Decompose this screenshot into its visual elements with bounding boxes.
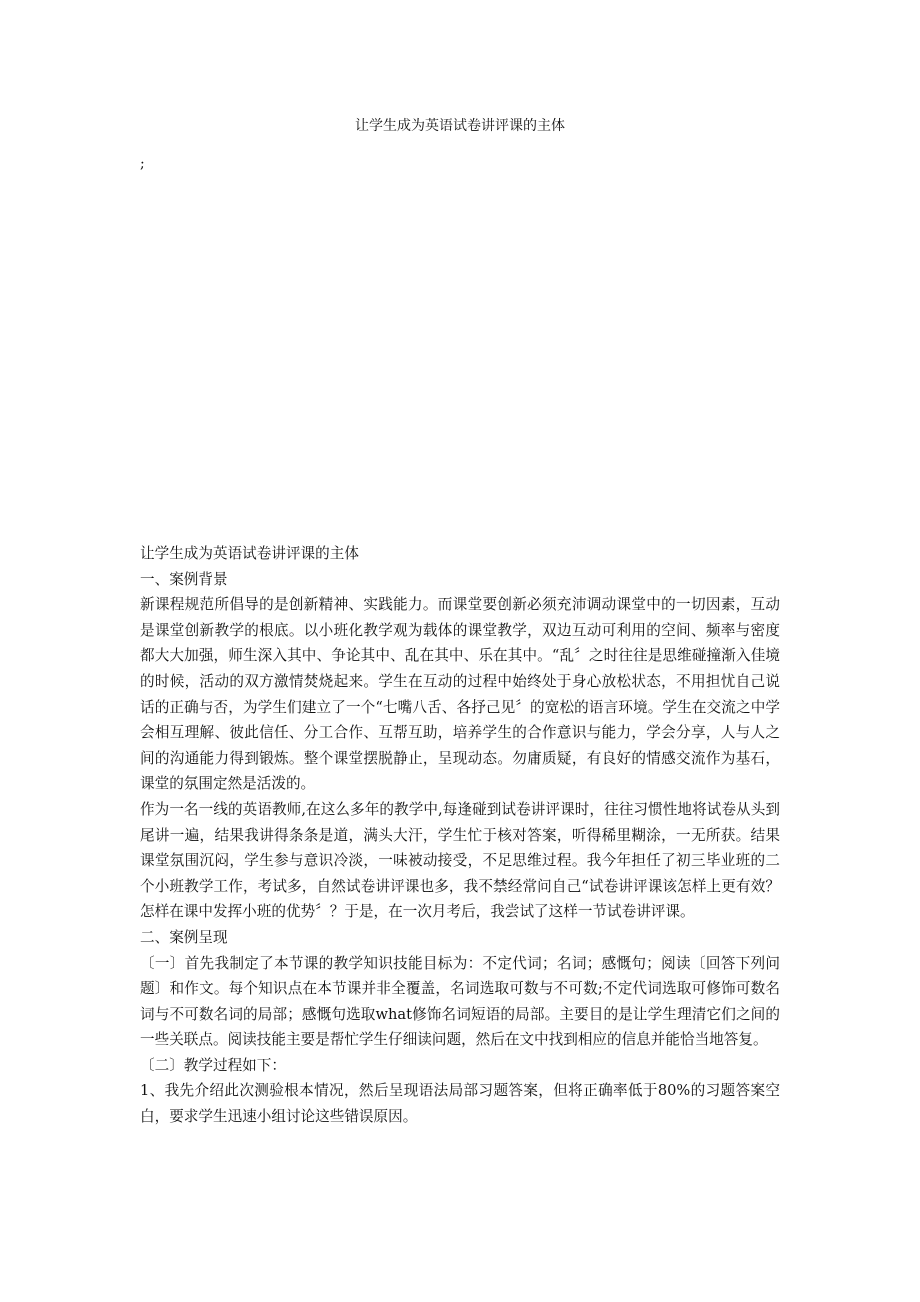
paragraph-objectives: 〔一〕首先我制定了本节课的教学知识技能目标为：不定代词；名词；感慨句；阅读〔回答下列问题〕和作文。每个知识点在本节课并非全覆盖，名词选取可数与不可数;不定代词选取可修饰可数名词与不可数名词的局部；感慨句选取what修饰名词短语的局部。主要目的是让学生理清它们之间的一些关联点。阅读技能主要是帮忙学生仔细读问题，然后在文中找到相应的信息并能恰当地答复。 xyxy=(140,954,780,1049)
page-title: 让学生成为英语试卷讲评课的主体 xyxy=(355,118,565,134)
section-heading-background: 一、案例背景 xyxy=(140,570,228,588)
paragraph-motivation: 作为一名一线的英语教师,在这么多年的教学中,每逢碰到试卷讲评课时，往往习惯性地将试卷从头到尾讲一遍，结果我讲得条条是道，满头大汗，学生忙于核对答案，听得稀里糊涂，一无所获。结果课堂氛围沉闷，学生参与意识冷淡，一味被动接受，不足思维过程。我今年担任了初三毕业班的二个小班教学工作，考试多，自然试卷讲评课也多，我不禁经常问自己“试卷讲评课该怎样上更有效？怎样在课中发挥小班的优势〞？于是，在一次月考后，我尝试了这样一节试卷讲评课。 xyxy=(140,800,780,921)
separator-mark: ; xyxy=(140,156,145,172)
paragraph-step-1: 1、我先介绍此次测验根本情况，然后呈现语法局部习题答案，但将正确率低于80%的习题答案空白，要求学生迅速小组讨论这些错误原因。 xyxy=(140,1082,780,1126)
document-body xyxy=(140,541,780,1130)
paragraph-background: 新课程规范所倡导的是创新精神、实践能力。而课堂要创新必须充沛调动课堂中的一切因素，互动是课堂创新教学的根底。以小班化教学观为载体的课堂教学，双边互动可利用的空间、频率与密度都大大加强，师生深入其中、争论其中、乱在其中、乐在其中。“乱〞之时往往是思维碰撞渐入佳境的时候，活动的双方激情焚烧起来。学生在互动的过程中始终处于身心放松状态，不用担忧自己说话的正确与否，为学生们建立了一个“七嘴八舌、各抒己见〞的宽松的语言环境。学生在交流之中学会相互理解、彼此信任、分工合作、互帮互助，培养学生的合作意识与能力，学会分享，人与人之间的沟通能力得到锻炼。整个课堂摆脱静止，呈现动态。勿庸质疑，有良好的情感交流作为基石，课堂的氛围定然是活泼的。 xyxy=(140,596,780,793)
subheading-process: 〔二〕教学过程如下： xyxy=(140,1056,286,1074)
section-heading-presentation: 二、案例呈现 xyxy=(140,928,228,946)
body-heading: 让学生成为英语试卷讲评课的主体 xyxy=(140,545,359,562)
